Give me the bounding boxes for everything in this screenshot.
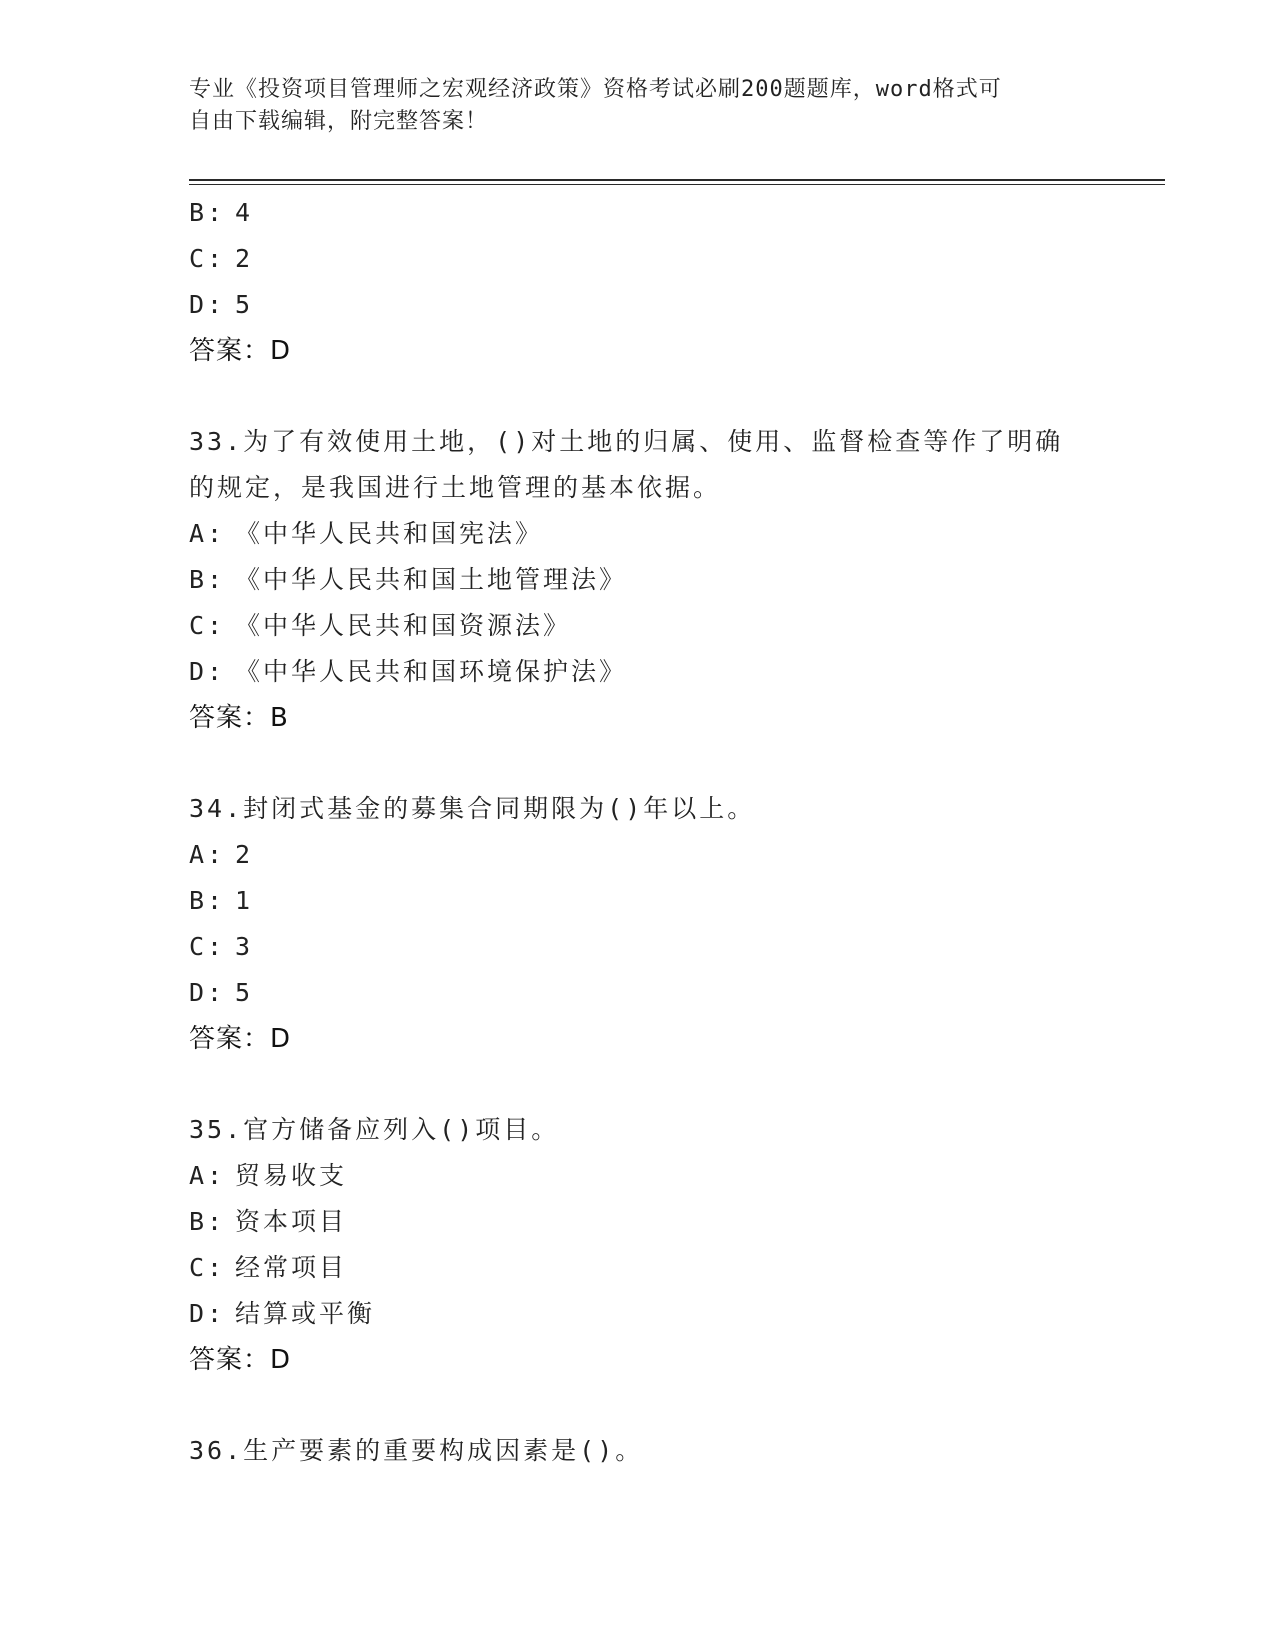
option-b <box>189 1199 1089 1245</box>
option-letter: A: <box>189 840 226 869</box>
option-text: 经常项目 <box>235 1253 348 1282</box>
option-letter: C: <box>189 244 226 273</box>
option-text: 贸易收支 <box>235 1161 348 1190</box>
option-d <box>189 282 1089 328</box>
option-letter: C: <box>189 932 226 961</box>
answer-line: 答案：D <box>189 1024 292 1054</box>
header-divider-thin <box>189 184 1165 185</box>
option-letter: C: <box>189 1253 226 1282</box>
question-34 <box>189 786 1089 1062</box>
option-c <box>189 924 1089 970</box>
question-text-continued: 的规定，是我国进行土地管理的基本依据。 <box>189 473 722 502</box>
option-letter: D: <box>189 657 226 686</box>
option-letter: D: <box>189 978 226 1007</box>
option-letter: A: <box>189 519 226 548</box>
option-text: 1 <box>235 886 254 915</box>
question-text: 33.为了有效使用土地，()对土地的归属、使用、监督检查等作了明确 <box>189 427 1064 456</box>
option-c <box>189 1245 1089 1291</box>
option-a <box>189 832 1089 878</box>
header-divider-thick <box>189 179 1165 181</box>
option-letter: B: <box>189 565 226 594</box>
question-32-continued <box>189 190 1089 374</box>
option-d <box>189 1291 1089 1337</box>
question-text: 35.官方储备应列入()项目。 <box>189 1115 560 1144</box>
question-35 <box>189 1107 1089 1383</box>
option-letter: B: <box>189 1207 226 1236</box>
answer-line: 答案：B <box>189 703 289 733</box>
option-text: 《中华人民共和国资源法》 <box>235 611 572 640</box>
question-text: 34.封闭式基金的募集合同期限为()年以上。 <box>189 794 756 823</box>
option-letter: C: <box>189 611 226 640</box>
option-letter: B: <box>189 198 226 227</box>
option-c <box>189 603 1089 649</box>
option-text: 结算或平衡 <box>235 1299 376 1328</box>
header-title-line-2: 自由下载编辑，附完整答案！ <box>189 109 489 134</box>
option-text: 2 <box>235 244 254 273</box>
option-text: 5 <box>235 978 254 1007</box>
question-36 <box>189 1428 1089 1474</box>
option-text: 3 <box>235 932 254 961</box>
question-list <box>189 190 1089 1474</box>
question-33 <box>189 419 1089 741</box>
option-a <box>189 511 1089 557</box>
option-d <box>189 970 1089 1016</box>
option-letter: D: <box>189 1299 226 1328</box>
option-text: 5 <box>235 290 254 319</box>
answer-line: 答案：D <box>189 1345 292 1375</box>
option-letter: D: <box>189 290 226 319</box>
option-text: 资本项目 <box>235 1207 348 1236</box>
option-text: 4 <box>235 198 254 227</box>
option-b <box>189 878 1089 924</box>
option-b <box>189 190 1089 236</box>
document-header <box>189 74 1089 138</box>
option-letter: A: <box>189 1161 226 1190</box>
option-d <box>189 649 1089 695</box>
header-title-line-1: 专业《投资项目管理师之宏观经济政策》资格考试必刷200题题库，word格式可 <box>189 77 1002 102</box>
option-letter: B: <box>189 886 226 915</box>
option-text: 《中华人民共和国环境保护法》 <box>235 657 628 686</box>
question-text: 36.生产要素的重要构成因素是()。 <box>189 1436 644 1465</box>
option-text: 《中华人民共和国土地管理法》 <box>235 565 628 594</box>
option-text: 2 <box>235 840 254 869</box>
option-text: 《中华人民共和国宪法》 <box>235 519 544 548</box>
option-b <box>189 557 1089 603</box>
option-a <box>189 1153 1089 1199</box>
option-c <box>189 236 1089 282</box>
answer-line: 答案：D <box>189 336 292 366</box>
